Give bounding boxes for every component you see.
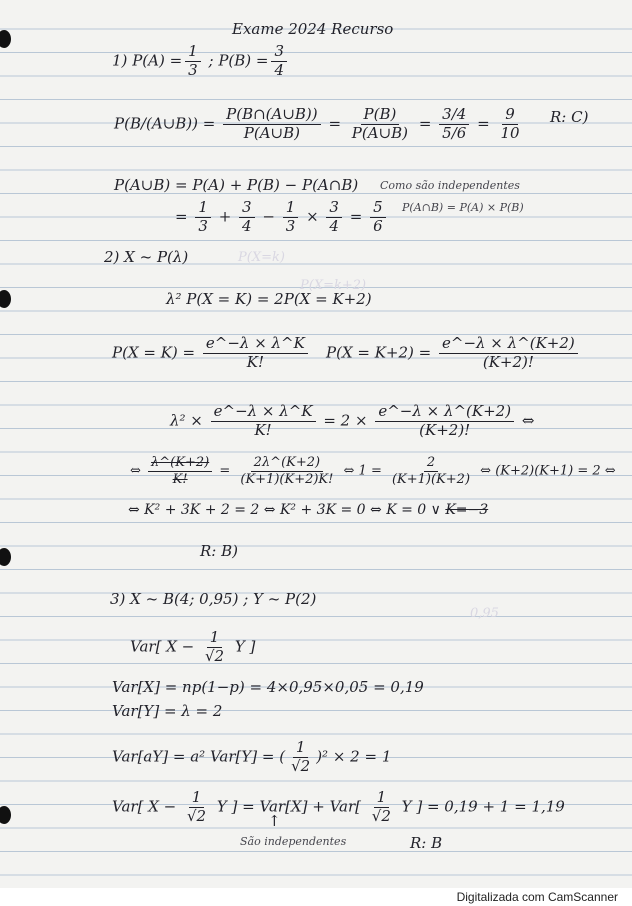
scanner-watermark: Digitalizada com CamScanner: [456, 890, 618, 904]
question-1-givens: 1) P(A) = $\frac{1}{3}$ ; P(B) = $\frac{3}{4}$: [112, 44, 290, 79]
variance-y: Var[Y] = λ = 2: [112, 702, 223, 720]
union-formula: P(A∪B) = P(A) + P(B) − P(A∩B): [114, 176, 359, 194]
variance-x: Var[X] = np(1−p) = 4×0,95×0,05 = 0,19: [112, 678, 424, 696]
bleed-through-text: P(X=k+2): [300, 278, 367, 293]
conditional-probability-line: P(B/(A∪B)) = $\frac{P(B\cap(A\cup B))}{P(A\cup B)}$ = $\frac{P(B)}{P(A\cup B)}$ = $\frac{3/4}{5/6}$ = $\frac{9}{10}$: [114, 105, 520, 142]
question-2-header: 2) X ~ P(λ): [104, 248, 189, 266]
independence-note: São independentes: [240, 835, 347, 848]
answer-q1: R: C): [550, 108, 589, 126]
question-number: 1): [112, 51, 128, 70]
note-independence: Como são independentes: [380, 179, 520, 192]
poisson-pk2: P(X = K+2) = $\frac{e\^{}-\lambda \times \lambda\^{}(K+2)}{(K+2)!}$: [326, 336, 581, 371]
rejected-solution: K=−3: [445, 502, 489, 518]
poisson-pk: P(X = K) = $\frac{e\^{}-\lambda \times \lambda\^{}K}{K!}$: [112, 336, 311, 371]
note-independence-formula: P(A∩B) = P(A) × P(B): [402, 201, 524, 214]
answer-q2: R: B): [200, 542, 238, 560]
question-2-equation: λ² P(X = K) = 2P(X = K+2): [166, 290, 372, 308]
simplification-line: ⇔ $\frac{\lambda\^{}(K+2)}{K!}$ = $\frac{2\lambda\^{}(K+2)}{(K+1)(K+2)K!}$ ⇔ 1 = $\frac{2}{(K+1)(K+2)}$ ⇔ (K+2)(K+1) = 2 ⇔: [130, 455, 616, 487]
variance-scaled: Var[aY] = a² Var[Y] = ( $\frac{1}{√2}$ )² × 2 = 1: [112, 738, 392, 775]
quadratic-solution: ⇔ K² + 3K + 2 = 2 ⇔ K² + 3K = 0 ⇔ K = 0 ∨ K=−3: [128, 502, 489, 518]
answer-q3: R: B: [410, 834, 443, 852]
fraction: $\frac{3}{4}$: [271, 44, 287, 79]
arrow-icon: ↑: [268, 812, 281, 830]
union-calculation: = $\frac{1}{3}$ + $\frac{3}{4}$ − $\frac{1}{3}$ × $\frac{3}{4}$ = $\frac{5}{6}$: [175, 200, 389, 235]
bleed-through-text: 0,95: [470, 606, 499, 621]
variance-final: Var[ X − $\frac{1}{√2}$ Y ] = Var[X] + Var[ $\frac{1}{√2}$ Y ] = 0,19 + 1 = 1,19: [112, 788, 565, 825]
variance-target: Var[ X − $\frac{1}{√2}$ Y ]: [130, 628, 256, 665]
binder-hole: [0, 806, 11, 824]
binder-hole: [0, 548, 11, 566]
binder-hole: [0, 30, 11, 48]
question-3-header: 3) X ~ B(4; 0,95) ; Y ~ P(2): [110, 590, 317, 608]
bleed-through-text: P(X=k): [238, 250, 285, 265]
fraction: $\frac{1}{3}$: [185, 44, 201, 79]
page-title: Exame 2024 Recurso: [232, 20, 394, 38]
substitution-line: λ² × $\frac{e\^{}-\lambda \times \lambda\^{}K}{K!}$ = 2 × $\frac{e\^{}-\lambda \times \lambda\^{}(K+2)}{(K+2)!}$ ⇔: [170, 402, 535, 439]
binder-hole: [0, 290, 11, 308]
